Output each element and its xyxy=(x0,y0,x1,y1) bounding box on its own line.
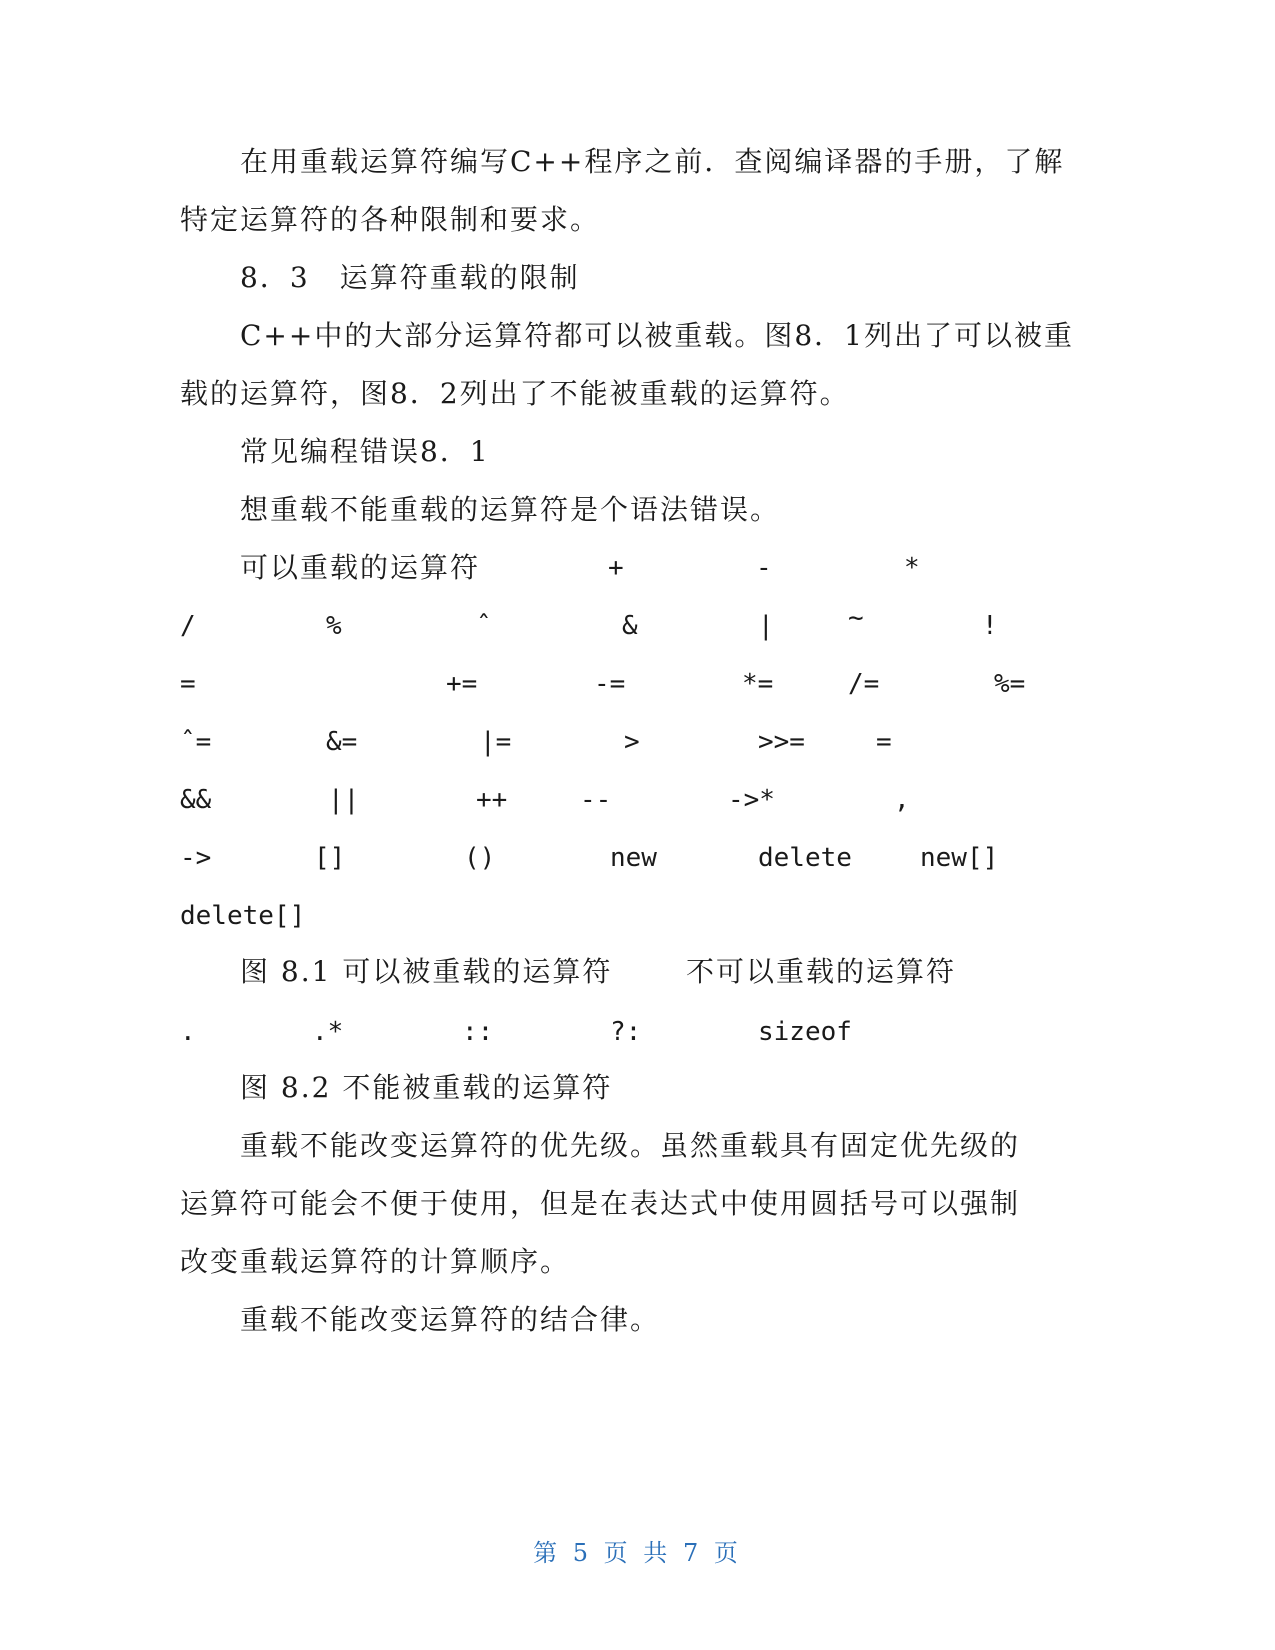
operator-cell: ->* xyxy=(728,785,775,815)
figure-8-2-caption: 图 8.2 不能被重载的运算符 xyxy=(240,1071,613,1104)
operator-cell: /= xyxy=(848,669,880,699)
paragraph-3-line-2: 运算符可能会不便于使用，但是在表达式中使用圆括号可以强制 xyxy=(180,1187,1021,1220)
error-text: 想重载不能重载的运算符是个语法错误。 xyxy=(240,493,781,526)
operator-cell: = xyxy=(180,669,196,699)
operator-cell: ˆ= xyxy=(180,727,212,757)
operator-cell: && xyxy=(180,785,212,815)
operator-cell: - xyxy=(756,553,772,583)
paragraph-2-line-1: C++中的大部分运算符都可以被重载。图8．1列出了可以被重 xyxy=(240,319,1074,352)
operator-cell: -> xyxy=(180,843,212,873)
paragraph-3-line-3: 改变重载运算符的计算顺序。 xyxy=(180,1245,571,1278)
operator-cell: delete[] xyxy=(180,901,306,931)
operator-cell: -- xyxy=(580,785,612,815)
operator-cell: & xyxy=(622,611,638,641)
operator-cell: . xyxy=(180,1017,196,1047)
operator-cell: .* xyxy=(312,1017,344,1047)
paragraph-1-line-2: 特定运算符的各种限制和要求。 xyxy=(180,203,601,236)
operator-cell: ~ xyxy=(848,603,864,633)
section-heading: 8．3 运算符重载的限制 xyxy=(240,261,580,294)
error-title: 常见编程错误8．1 xyxy=(240,435,490,468)
operator-cell: ++ xyxy=(476,785,508,815)
operator-cell: > xyxy=(624,727,640,757)
operator-cell: *= xyxy=(742,669,774,699)
operator-cell: :: xyxy=(462,1017,494,1047)
operator-cell: * xyxy=(904,553,920,583)
operator-cell: / xyxy=(180,611,196,641)
operator-cell: delete xyxy=(758,843,852,873)
operator-cell: % xyxy=(326,611,342,641)
paragraph-3-line-1: 重载不能改变运算符的优先级。虽然重载具有固定优先级的 xyxy=(240,1129,1021,1162)
operator-cell: new xyxy=(610,843,657,873)
operator-cell: %= xyxy=(994,669,1026,699)
operator-cell: ! xyxy=(982,611,998,641)
operator-cell: + xyxy=(608,553,624,583)
operator-cell: , xyxy=(894,785,910,815)
paragraph-2-line-2: 载的运算符，图8．2列出了不能被重载的运算符。 xyxy=(180,377,850,410)
non-overloadable-table-label: 不可以重载的运算符 xyxy=(686,955,957,988)
operator-cell: | xyxy=(758,611,774,641)
figure-8-1-caption: 图 8.1 可以被重载的运算符 xyxy=(240,955,613,988)
operator-cell: = xyxy=(876,727,892,757)
operator-cell: sizeof xyxy=(758,1017,852,1047)
operator-cell: -= xyxy=(594,669,626,699)
operator-cell: || xyxy=(328,785,360,815)
operator-cell: [] xyxy=(314,843,346,873)
operator-cell: &= xyxy=(326,727,358,757)
paragraph-1-line-1: 在用重载运算符编写C++程序之前．查阅编译器的手册，了解 xyxy=(240,145,1065,178)
operator-cell: += xyxy=(446,669,478,699)
overloadable-table-label: 可以重载的运算符 xyxy=(240,551,481,584)
operator-cell: () xyxy=(464,843,496,873)
page-footer: 第 5 页 共 7 页 xyxy=(533,1539,742,1567)
operator-cell: >>= xyxy=(758,727,805,757)
operator-cell: new[] xyxy=(920,843,999,873)
operator-cell: |= xyxy=(480,727,512,757)
operator-cell: ˆ xyxy=(476,611,492,641)
paragraph-4-line-1: 重载不能改变运算符的结合律。 xyxy=(240,1303,661,1336)
operator-cell: ?: xyxy=(610,1017,642,1047)
